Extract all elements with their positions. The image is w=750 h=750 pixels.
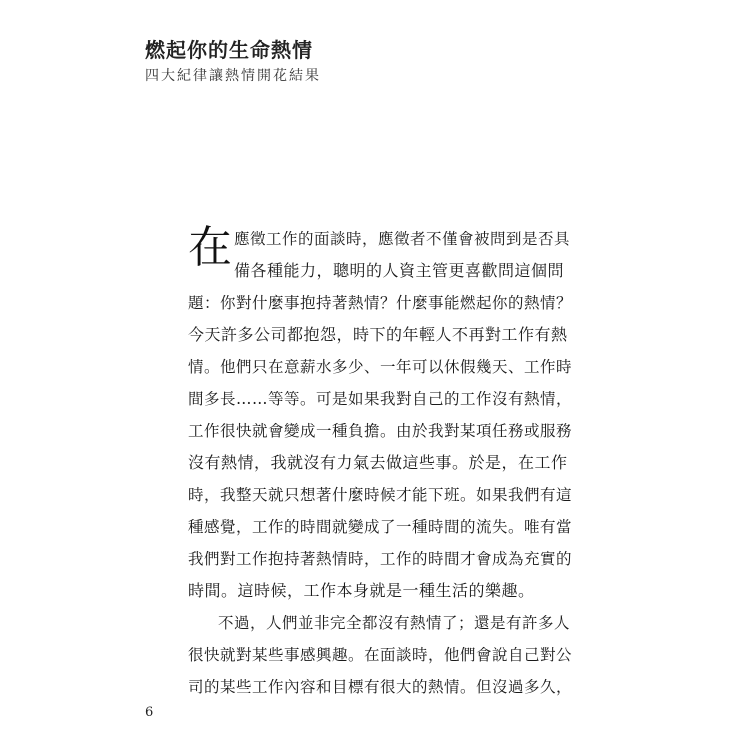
text-line: 我們對工作抱持著熱情時，工作的時間才會成為充實的: [188, 550, 573, 568]
text-line: 很快就對某些事感興趣。在面談時，他們會說自己對公: [188, 646, 573, 664]
text-line: 應徵工作的面談時，應徵者不僅會被問到是否具: [234, 230, 571, 248]
text-line: 沒有熱情，我就沒有力氣去做這些事。於是，在工作: [188, 453, 568, 472]
drop-cap: 在: [188, 222, 232, 273]
page-number: 6: [145, 705, 154, 720]
text-line: 時，我整天就只想著什麼時候才能下班。如果我們有這: [188, 486, 573, 504]
text-line: 時間。這時候，工作本身就是一種生活的樂趣。: [188, 581, 535, 600]
text-line: 不過，人們並非完全都沒有熱情了；還是有許多人: [218, 614, 571, 632]
book-title: 燃起你的生命熱情: [145, 38, 313, 62]
text-line: 備各種能力，聰明的人資主管更喜歡問這個問: [234, 261, 565, 280]
book-subtitle: 四大紀律讓熱情開花結果: [145, 68, 321, 84]
text-line: 工作很快就會變成一種負擔。由於我對某項任務或服務: [188, 422, 573, 440]
text-line: 題：你對什麼事抱持著熱情？什麼事能燃起你的熱情？: [188, 294, 573, 312]
text-line: 司的某些工作內容和目標有很大的熱情。但沒過多久，: [188, 678, 573, 696]
body-text: [188, 223, 572, 703]
text-line: 種感覺，工作的時間就變成了一種時間的流失。唯有當: [188, 518, 573, 536]
text-line: 情。他們只在意薪水多少、一年可以休假幾天、工作時: [188, 358, 573, 376]
text-line: 間多長……等等。可是如果我對自己的工作沒有熱情，: [188, 390, 573, 408]
text-line: 今天許多公司都抱怨，時下的年輕人不再對工作有熱: [188, 325, 568, 344]
running-header: [145, 36, 445, 86]
